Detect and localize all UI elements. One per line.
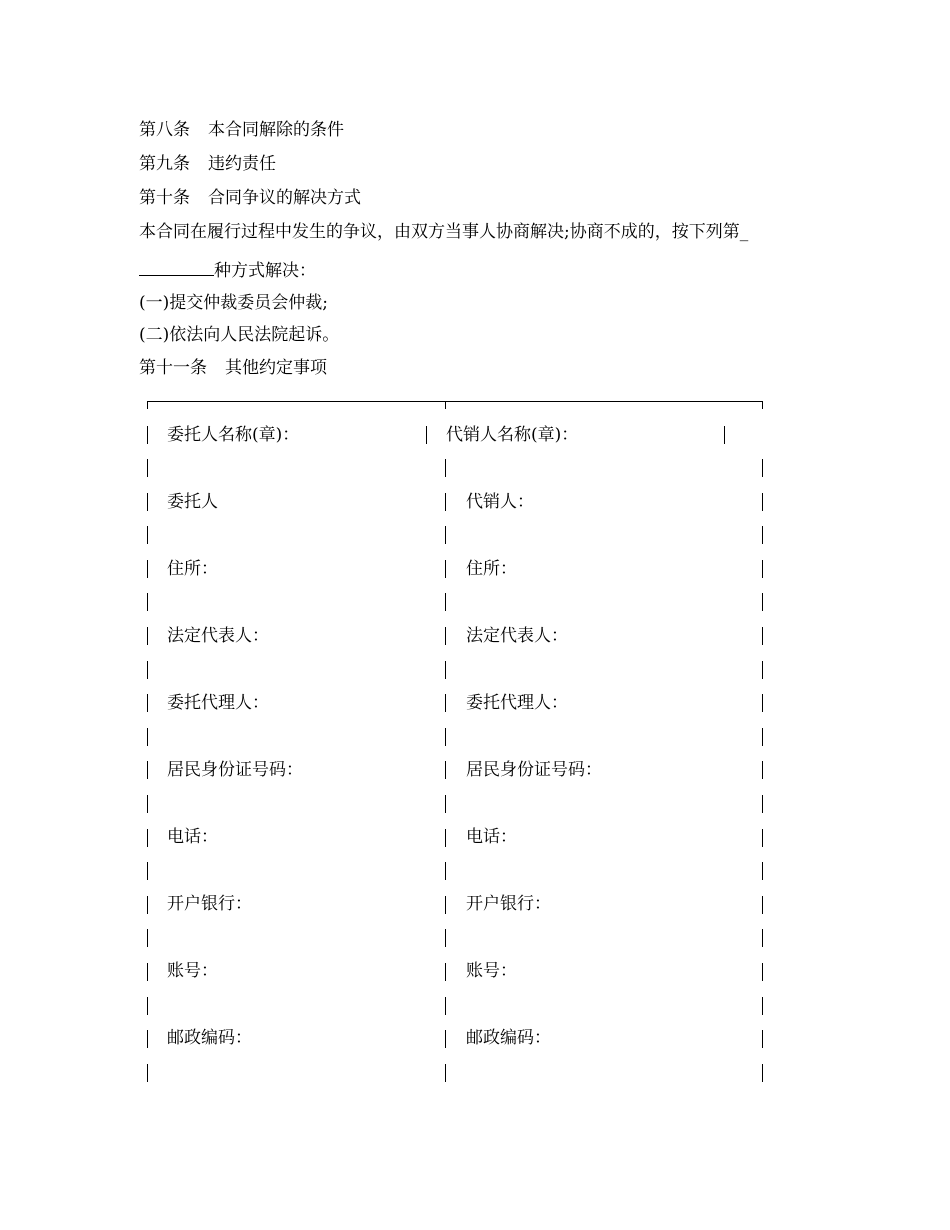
table-top-border [147,401,763,402]
consignor-field-label: 邮政编码： [167,1028,252,1048]
table-border-segment [147,728,148,746]
table-border-segment [147,560,148,578]
table-border-segment [445,761,446,779]
table-border-segment [445,929,446,947]
table-border-segment [426,426,427,444]
clause-8-title: 本合同解除的条件 [208,120,344,140]
table-border-segment [762,1064,763,1082]
table-border-segment [147,1064,148,1082]
clause-8 [139,120,344,140]
dispute-text-line1: 本合同在履行过程中发生的争议，由双方当事人协商解决;协商不成的，按下列第_ [139,222,749,242]
table-border-segment [147,761,148,779]
clause-10-number: 第十条 [139,188,190,208]
table-border-segment [147,1030,148,1048]
table-border-segment [147,963,148,981]
table-border-segment [762,526,763,544]
clause-11-number: 第十一条 [139,358,207,378]
table-border-segment [762,929,763,947]
table-border-segment [147,426,148,444]
table-border-segment [762,795,763,813]
table-border-segment [147,459,148,477]
table-border-segment [445,593,446,611]
clause-9-number: 第九条 [139,154,190,174]
table-border-segment [445,862,446,880]
table-border-segment [147,526,148,544]
consignor-field-label: 开户银行： [167,894,252,914]
consignee-field-label: 代销人： [466,492,534,512]
table-border-segment [762,560,763,578]
dispute-text-suffix: 种方式解决： [214,261,316,281]
table-border-segment [445,661,446,679]
clause-10 [139,188,361,208]
table-border-segment [762,1030,763,1048]
table-border-segment [147,997,148,1015]
dispute-option-1: (一)提交仲裁委员会仲裁; [139,293,328,313]
consignor-field-label: 居民身份证号码： [167,760,303,780]
table-border-segment [147,493,148,511]
table-border-segment [147,627,148,645]
table-border-segment [762,896,763,914]
table-border-segment [762,493,763,511]
consignor-field-label: 委托人 [167,492,218,512]
table-border-segment [147,661,148,679]
table-border-segment [762,459,763,477]
consignor-field-label: 电话： [167,827,218,847]
table-border-segment [147,896,148,914]
consignee-name-label: 代销人名称(章)： [446,425,579,445]
consignee-field-label: 法定代表人： [466,626,568,646]
table-border-segment [762,862,763,880]
table-border-segment [147,862,148,880]
table-border-segment [762,694,763,712]
consignor-field-label: 法定代表人： [167,626,269,646]
clause-10-title: 合同争议的解决方式 [208,188,361,208]
consignor-field-label: 账号： [167,961,218,981]
table-border-segment [762,997,763,1015]
table-border-segment [445,997,446,1015]
table-corner-right [762,401,763,409]
table-border-segment [762,963,763,981]
table-border-segment [445,526,446,544]
consignor-field-label: 住所： [167,559,218,579]
table-border-segment [445,627,446,645]
clause-9-title: 违约责任 [208,154,276,174]
table-border-segment [445,795,446,813]
table-border-segment [762,761,763,779]
blank-fill-line[interactable] [139,259,214,276]
table-border-segment [445,963,446,981]
table-border-segment [445,1030,446,1048]
table-border-segment [724,426,725,444]
consignor-name-label: 委托人名称(章)： [167,425,300,445]
consignee-field-label: 账号： [466,961,517,981]
table-border-segment [147,593,148,611]
table-border-segment [445,728,446,746]
table-border-segment [445,694,446,712]
consignee-field-label: 住所： [466,559,517,579]
clause-8-number: 第八条 [139,120,190,140]
table-border-segment [445,560,446,578]
clause-11-title: 其他约定事项 [225,358,327,378]
table-border-segment [147,829,148,847]
consignor-field-label: 委托代理人： [167,693,269,713]
table-border-segment [147,694,148,712]
consignee-field-label: 开户银行： [466,894,551,914]
table-border-segment [445,493,446,511]
consignee-field-label: 电话： [466,827,517,847]
clause-11 [139,358,327,378]
clause-9 [139,154,276,174]
table-border-segment [147,929,148,947]
table-border-segment [762,593,763,611]
consignee-field-label: 委托代理人： [466,693,568,713]
table-corner-left [147,401,148,409]
table-border-segment [445,829,446,847]
dispute-option-2: (二)依法向人民法院起诉。 [139,325,340,345]
dispute-text-line2 [139,259,316,281]
consignee-field-label: 居民身份证号码： [466,760,602,780]
table-border-segment [762,627,763,645]
table-border-segment [762,661,763,679]
consignee-field-label: 邮政编码： [466,1028,551,1048]
table-corner-middle [445,401,446,409]
table-border-segment [445,896,446,914]
table-border-segment [762,728,763,746]
table-border-segment [445,459,446,477]
table-border-segment [445,1064,446,1082]
table-border-segment [147,795,148,813]
table-border-segment [762,829,763,847]
